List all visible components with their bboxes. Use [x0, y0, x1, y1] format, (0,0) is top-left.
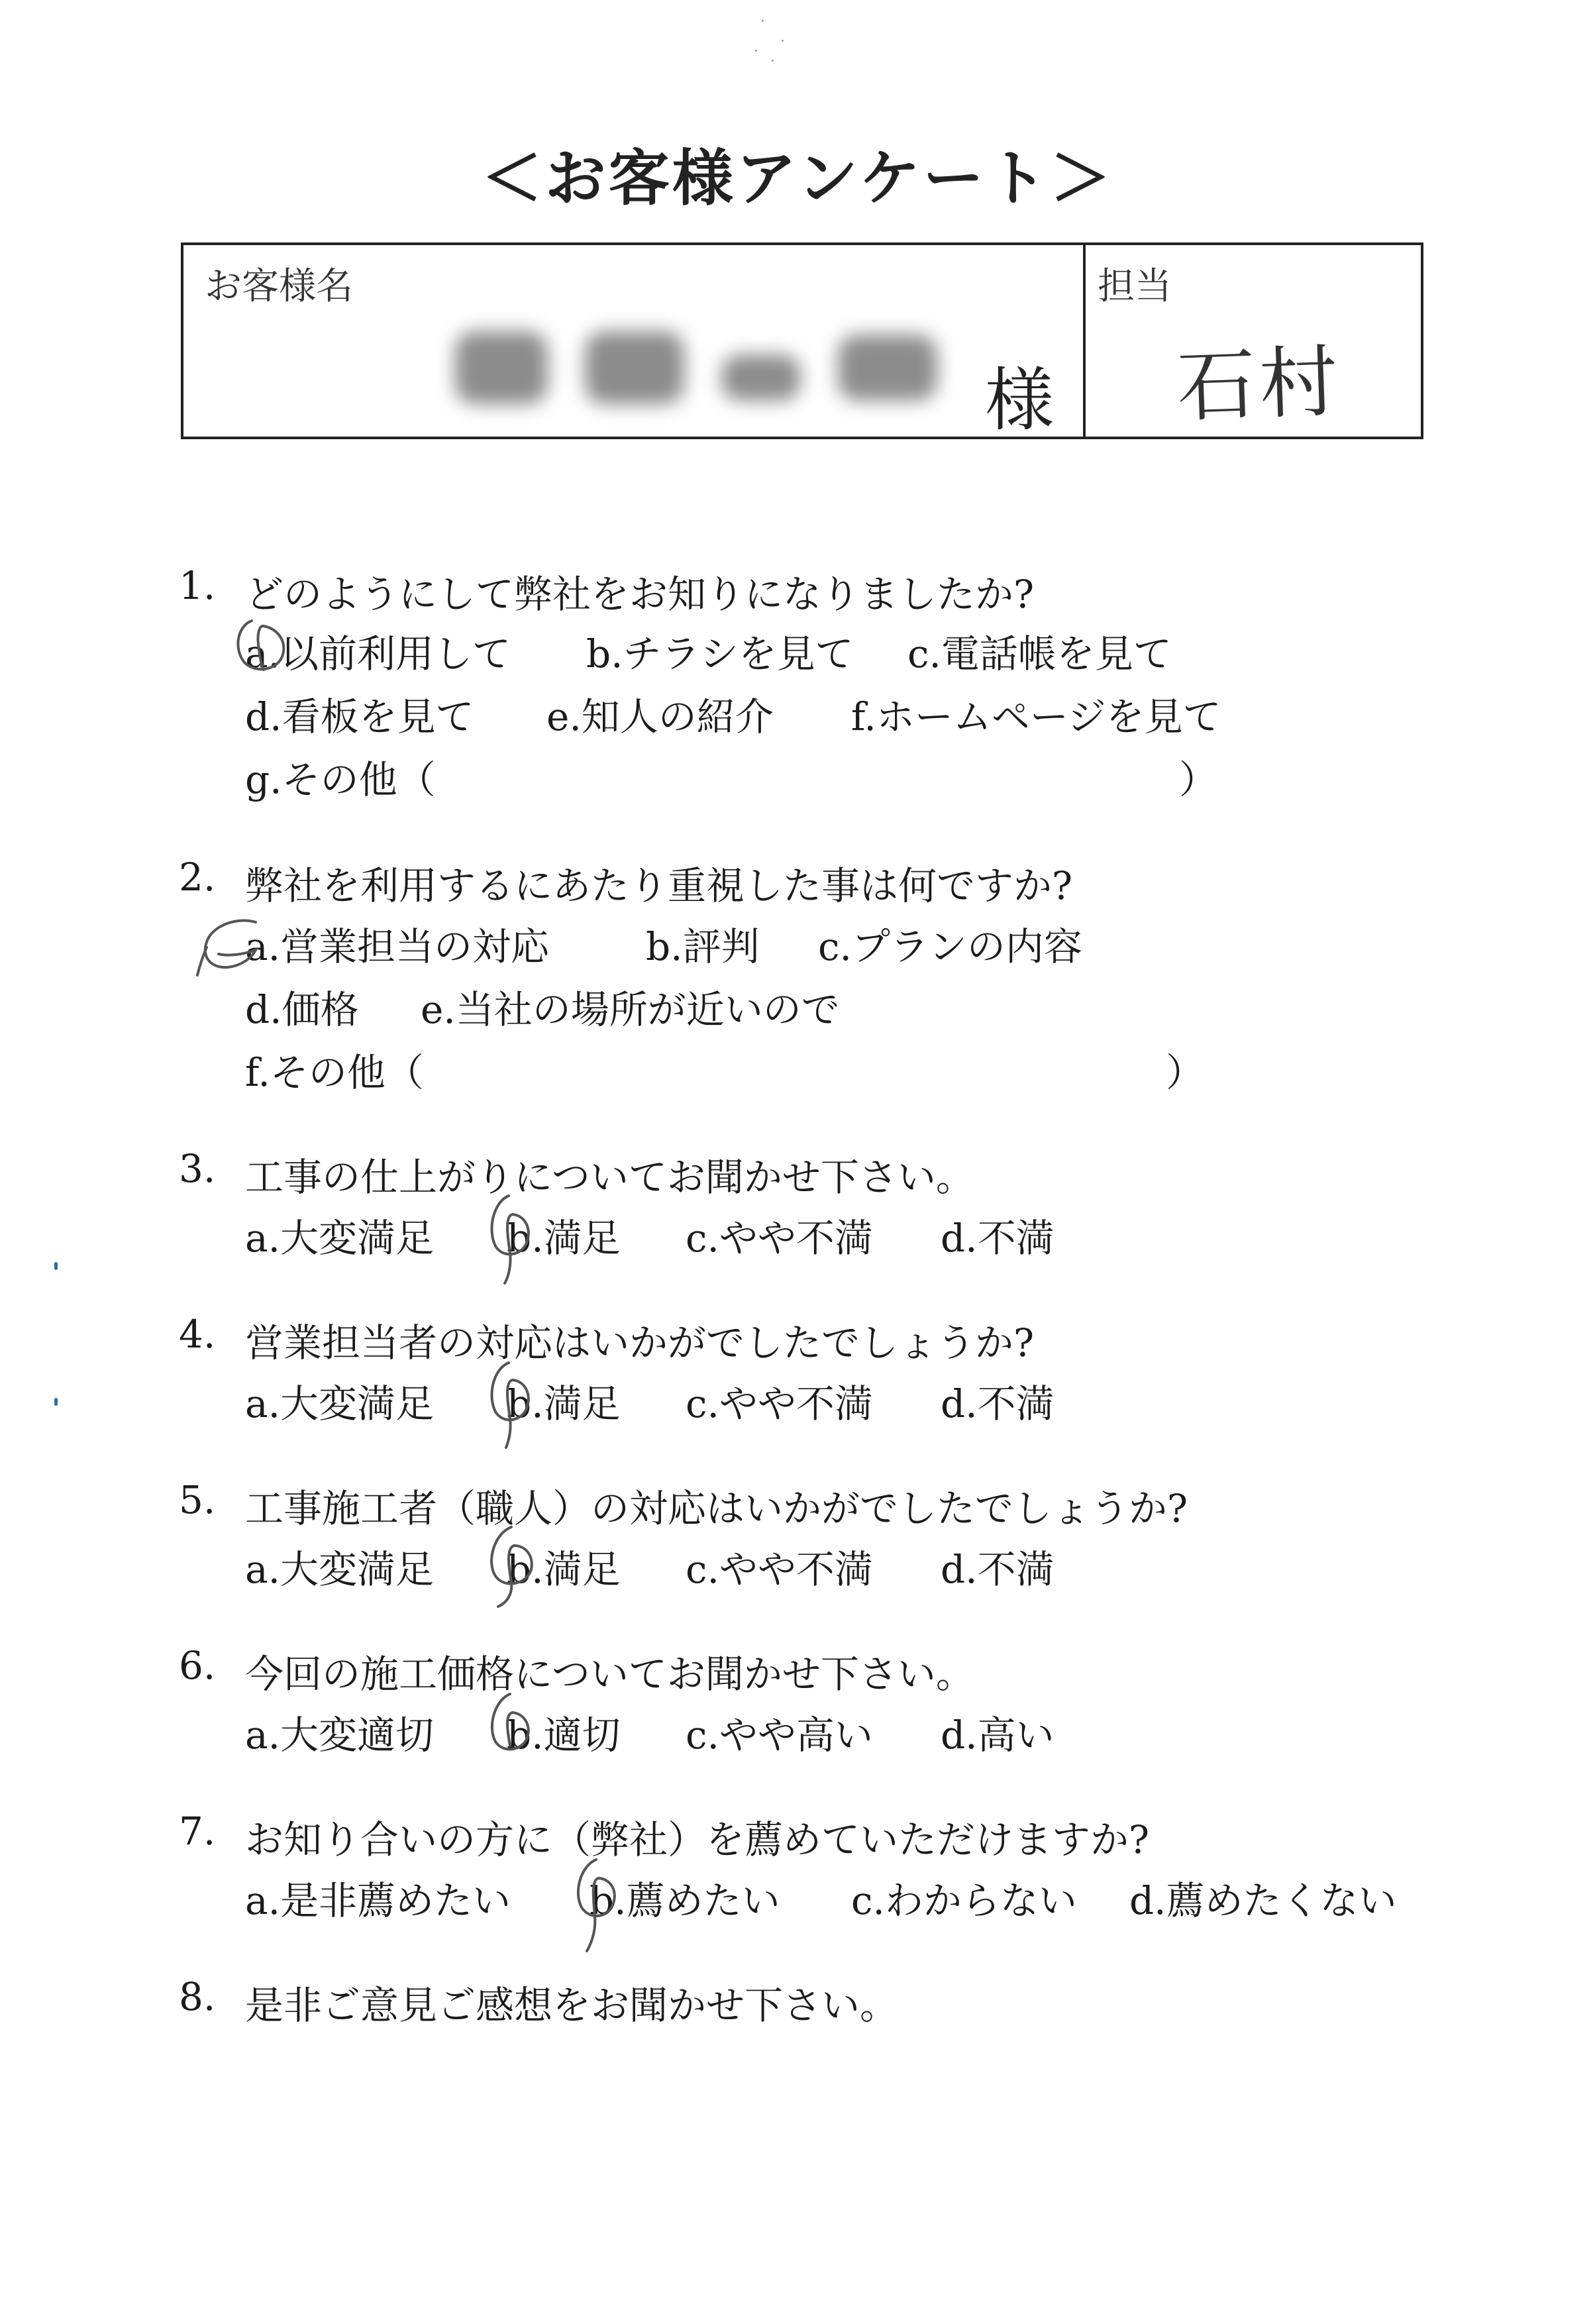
scan-dust: [772, 60, 774, 62]
question-text: 今回の施工価格についてお聞かせ下さい。: [245, 1652, 974, 1697]
q1-option-f[interactable]: f.ホームページを見て: [851, 694, 1221, 739]
question-text: 是非ご意見ご感想をお聞かせ下さい。: [245, 1983, 899, 2028]
q7-option-d[interactable]: d.薦めたくない: [1129, 1878, 1397, 1923]
q4-option-b[interactable]: b.満足: [507, 1381, 621, 1426]
q2-option-a[interactable]: a.営業担当の対応: [245, 924, 550, 969]
q3-option-a[interactable]: a.大変満足: [245, 1216, 435, 1261]
q1-option-g[interactable]: g.その他（: [245, 757, 436, 802]
q6-option-c[interactable]: c.やや高い: [686, 1713, 873, 1758]
q1-option-a[interactable]: a.以前利用して: [245, 631, 511, 676]
q1-option-e[interactable]: e.知人の紹介: [546, 694, 774, 739]
q3-option-d[interactable]: d.不満: [941, 1216, 1055, 1261]
question-number: 8.: [179, 1974, 216, 2019]
header-table: [181, 242, 1423, 439]
question-number: 3.: [179, 1146, 216, 1191]
question-number: 5.: [179, 1477, 216, 1522]
question-number: 4.: [179, 1312, 216, 1357]
q7-option-c[interactable]: c.わからない: [851, 1878, 1077, 1923]
q5-option-d[interactable]: d.不満: [941, 1547, 1055, 1592]
q2-option-d[interactable]: d.価格: [245, 987, 359, 1032]
question-text: 工事の仕上がりについてお聞かせ下さい。: [245, 1155, 974, 1200]
header-divider: [1083, 245, 1086, 437]
scan-speck: [54, 1262, 58, 1270]
q6-option-d[interactable]: d.高い: [941, 1713, 1055, 1758]
redacted-customer-name: [409, 318, 1031, 417]
question-number: 6.: [179, 1643, 216, 1688]
staff-name-handwritten: 石村: [1176, 335, 1343, 433]
q4-option-c[interactable]: c.やや不満: [686, 1381, 873, 1426]
scan-dust: [782, 40, 784, 42]
question-text: 弊社を利用するにあたり重視した事は何ですか?: [245, 863, 1073, 908]
staff-label: 担当: [1098, 265, 1172, 308]
q3-option-c[interactable]: c.やや不満: [686, 1216, 873, 1261]
q1-option-b[interactable]: b.チラシを見て: [586, 631, 854, 676]
q2-option-c[interactable]: c.プランの内容: [818, 924, 1082, 969]
survey-title: ＜お客様アンケート＞: [481, 143, 1114, 214]
q2-option-e[interactable]: e.当社の場所が近いので: [421, 987, 840, 1032]
question-text: どのようにして弊社をお知りになりましたか?: [245, 572, 1035, 617]
question-number: 1.: [179, 563, 216, 608]
question-number: 7.: [179, 1809, 216, 1854]
q1-option-c[interactable]: c.電話帳を見て: [907, 631, 1172, 676]
scan-dust: [762, 20, 764, 22]
q5-option-b[interactable]: b.満足: [507, 1547, 621, 1592]
q2-option-f[interactable]: f.その他（: [245, 1050, 424, 1095]
q5-option-c[interactable]: c.やや不満: [686, 1547, 873, 1592]
scan-dust: [755, 50, 757, 52]
question-number: 2.: [179, 855, 216, 900]
q4-option-d[interactable]: d.不満: [941, 1381, 1055, 1426]
q5-option-a[interactable]: a.大変満足: [245, 1547, 435, 1592]
q2-close-paren: ）: [1166, 1050, 1205, 1095]
honorific-sama: 様: [985, 360, 1055, 441]
q4-option-a[interactable]: a.大変満足: [245, 1381, 435, 1426]
customer-name-label: お客様名: [205, 265, 353, 308]
q7-option-b[interactable]: b.薦めたい: [590, 1878, 780, 1923]
question-text: お知り合いの方に（弊社）を薦めていただけますか?: [245, 1817, 1150, 1862]
q1-close-paren: ）: [1179, 757, 1218, 802]
scan-speck: [54, 1398, 58, 1406]
q6-option-a[interactable]: a.大変適切: [245, 1713, 435, 1758]
question-text: 工事施工者（職人）の対応はいかがでしたでしょうか?: [245, 1486, 1188, 1531]
question-text: 営業担当者の対応はいかがでしたでしょうか?: [245, 1320, 1035, 1365]
q1-option-d[interactable]: d.看板を見て: [245, 694, 474, 739]
q7-option-a[interactable]: a.是非薦めたい: [245, 1878, 511, 1923]
q2-option-b[interactable]: b.評判: [646, 924, 760, 969]
q3-option-b[interactable]: b.満足: [507, 1216, 621, 1261]
q6-option-b[interactable]: b.適切: [507, 1713, 621, 1758]
